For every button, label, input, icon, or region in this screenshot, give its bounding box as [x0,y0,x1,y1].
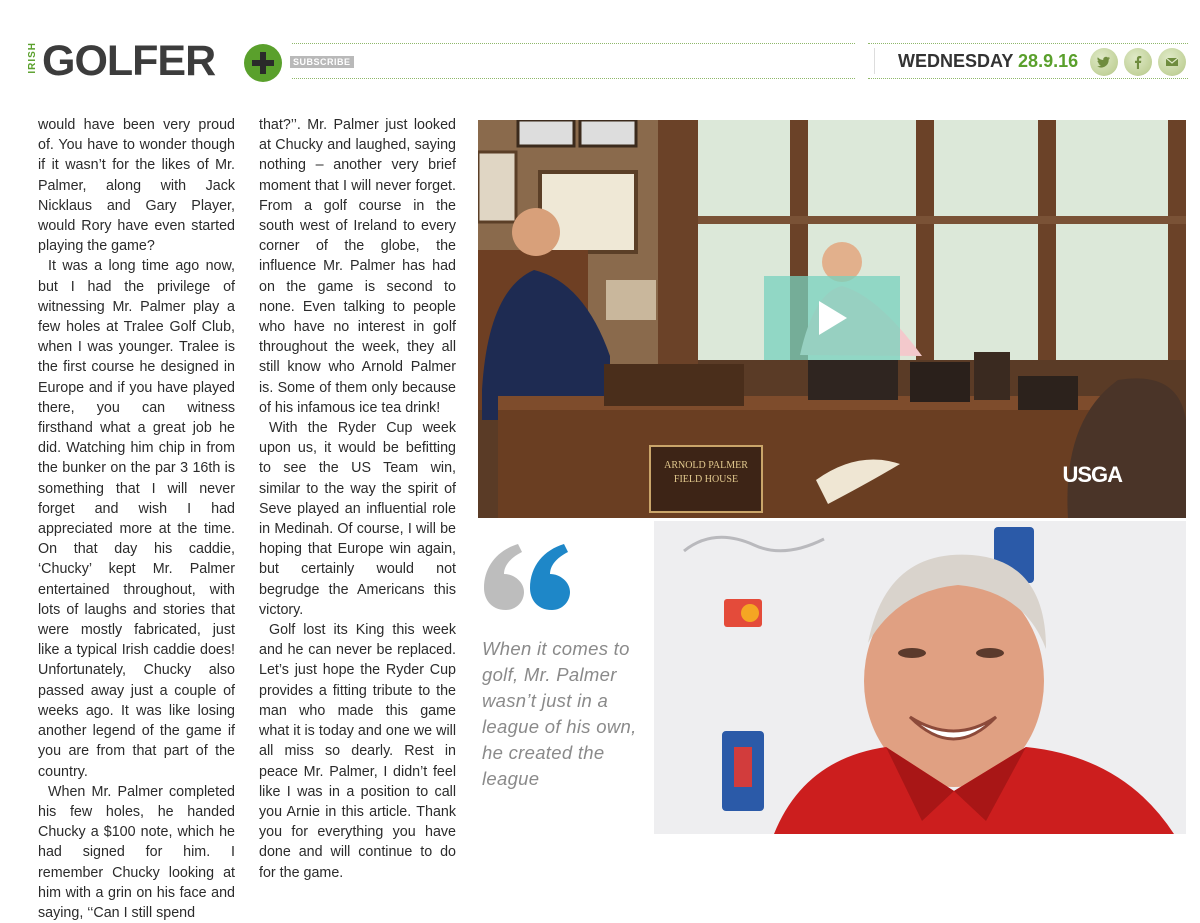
article-column-1 [38,115,235,923]
paragraph: It was a long time ago now, but I had the privilege of witnessing Mr. Palmer play a few holes at Tralee Golf Club, when I was younger. Tralee is the first course he designed in Europe and if you have played there, you can witness firsthand what a great job he did. Watching him chip in from the bunker on the par 3 16th is something that I will never forget and wish I had appreciated more at the time. On that day his caddie, ‘Chucky’ kept Mr. Palmer entertained throughout, with lots of laughs and stories that were mostly fabricated, just like a typical Irish caddie does! Unfortunately, Chucky also passed away just a couple of weeks ago. It was like losing another legend of the game if you are from that part of the country. [38,258,235,780]
masthead-divider [874,48,875,74]
issue-date: 28.9.16 [1018,51,1079,71]
paragraph: Golf lost its King this week and he can never be replaced. Let’s just hope the Ryder Cup provides a fitting tribute to the man who made this game what it is today and one we will all miss so dearly. Rest in peace Mr. Palmer, I didn’t feel like I was in a position to call you Arnie in this article. Thank you for everything you have done and will continue to do for the game. [259,622,456,881]
masthead-rule [292,43,855,44]
plaque-line-2: FIELD HOUSE [673,474,739,485]
twitter-icon[interactable] [1090,48,1118,76]
arnold-palmer-portrait [654,521,1186,834]
video-player[interactable] [478,120,1186,518]
email-icon[interactable] [1158,48,1186,76]
brand-logo[interactable]: GOLFER [42,37,216,85]
masthead [27,37,1188,85]
paragraph: would have been very proud of. You have to wonder though if it wasn’t for the likes of Mr. Palmer, along with Jack Nicklaus and Gary Player, would Rory have even started playing the game? [38,117,235,255]
masthead-rule [292,78,855,79]
paragraph: With the Ryder Cup week upon us, it would be befitting to see the US Team win, similar to the way the spirit of Seve played an influential role in Medinah. Of course, I will be hoping that Europe win again, but certainly would not begrudge the Americans this victory. [259,420,456,618]
quote-marks-icon [484,540,574,612]
paragraph: When Mr. Palmer completed his few holes, he handed Chucky a $100 note, which he had signed for him. I remember Chucky looking at him with a grin on his face and saying, ‘‘Can I still spend [38,783,235,921]
masthead-rule [868,43,1188,44]
play-icon [815,299,849,337]
facebook-icon[interactable] [1124,48,1152,76]
paragraph: that?’’. Mr. Palmer just looked at Chucky and laughed, saying nothing – another very brief moment that I will never forget. From a golf course in the south west of Ireland to every corner of the globe, the influence Mr. Palmer has had on the game is second to none. Even talking to people who have no interest in golf throughout the week, they all still know who Arnold Palmer is. Some of them only because of his infamous ice tea drink! [259,117,456,416]
plaque-line-1: ARNOLD PALMER [664,460,748,471]
play-button[interactable] [764,276,900,360]
pull-quote: When it comes to golf, Mr. Palmer wasn’t just in a league of his own, he created the league [482,638,637,789]
weekday: WEDNESDAY [898,51,1014,71]
subscribe-button[interactable]: SUBSCRIBE [290,56,354,68]
brand-irish: IRISH [27,42,38,74]
usga-watermark: USGA [1062,462,1122,487]
portrait-photo [654,521,1186,834]
masthead-rule [868,78,1188,79]
article-column-2 [259,115,456,883]
plus-icon [244,44,282,82]
dateline [898,51,1078,72]
